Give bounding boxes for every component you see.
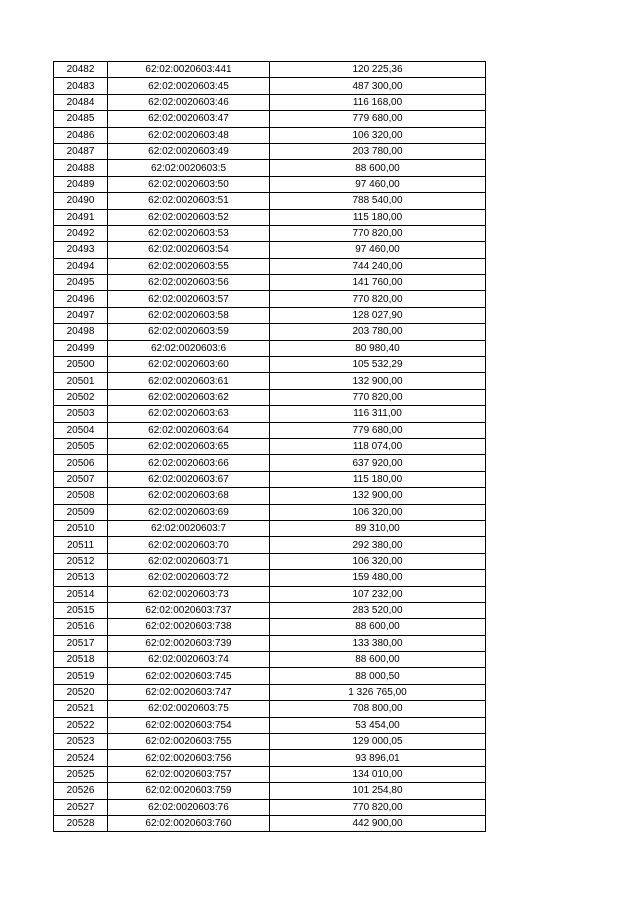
cadastral-number-cell: 62:02:0020603:74	[108, 652, 270, 668]
row-number-cell: 20497	[54, 307, 108, 323]
table-row	[54, 94, 486, 110]
table-row	[54, 389, 486, 405]
row-number-cell: 20504	[54, 422, 108, 438]
cadastral-number-cell: 62:02:0020603:45	[108, 78, 270, 94]
value-cell: 88 600,00	[270, 160, 486, 176]
value-cell: 637 920,00	[270, 455, 486, 471]
table-row	[54, 684, 486, 700]
table-row	[54, 586, 486, 602]
cadastral-number-cell: 62:02:0020603:757	[108, 766, 270, 782]
cadastral-number-cell: 62:02:0020603:59	[108, 324, 270, 340]
row-number-cell: 20500	[54, 357, 108, 373]
cadastral-number-cell: 62:02:0020603:759	[108, 783, 270, 799]
cadastral-number-cell: 62:02:0020603:754	[108, 717, 270, 733]
value-cell: 88 000,50	[270, 668, 486, 684]
cadastral-number-cell: 62:02:0020603:63	[108, 406, 270, 422]
value-cell: 779 680,00	[270, 111, 486, 127]
table-row	[54, 209, 486, 225]
table-row	[54, 225, 486, 241]
value-cell: 107 232,00	[270, 586, 486, 602]
value-cell: 132 900,00	[270, 373, 486, 389]
cadastral-number-cell: 62:02:0020603:755	[108, 734, 270, 750]
table-row	[54, 553, 486, 569]
row-number-cell: 20527	[54, 799, 108, 815]
table-row	[54, 340, 486, 356]
row-number-cell: 20489	[54, 176, 108, 192]
row-number-cell: 20495	[54, 275, 108, 291]
table-row	[54, 668, 486, 684]
value-cell: 128 027,90	[270, 307, 486, 323]
data-table	[53, 61, 486, 832]
cadastral-number-cell: 62:02:0020603:65	[108, 438, 270, 454]
value-cell: 770 820,00	[270, 291, 486, 307]
row-number-cell: 20523	[54, 734, 108, 750]
cadastral-number-cell: 62:02:0020603:756	[108, 750, 270, 766]
row-number-cell: 20511	[54, 537, 108, 553]
table-row	[54, 438, 486, 454]
table-row	[54, 717, 486, 733]
cadastral-number-cell: 62:02:0020603:61	[108, 373, 270, 389]
table-row	[54, 62, 486, 78]
cadastral-number-cell: 62:02:0020603:75	[108, 701, 270, 717]
table-row	[54, 750, 486, 766]
row-number-cell: 20490	[54, 193, 108, 209]
row-number-cell: 20487	[54, 143, 108, 159]
value-cell: 118 074,00	[270, 438, 486, 454]
cadastral-number-cell: 62:02:0020603:60	[108, 357, 270, 373]
value-cell: 770 820,00	[270, 225, 486, 241]
table-row	[54, 373, 486, 389]
cadastral-number-cell: 62:02:0020603:68	[108, 488, 270, 504]
row-number-cell: 20491	[54, 209, 108, 225]
table-row	[54, 78, 486, 94]
table-row	[54, 160, 486, 176]
value-cell: 129 000,05	[270, 734, 486, 750]
cadastral-number-cell: 62:02:0020603:72	[108, 570, 270, 586]
table-row	[54, 176, 486, 192]
table-row	[54, 799, 486, 815]
row-number-cell: 20518	[54, 652, 108, 668]
cadastral-number-cell: 62:02:0020603:747	[108, 684, 270, 700]
row-number-cell: 20494	[54, 258, 108, 274]
row-number-cell: 20515	[54, 602, 108, 618]
table-row	[54, 766, 486, 782]
table-row	[54, 324, 486, 340]
row-number-cell: 20526	[54, 783, 108, 799]
value-cell: 106 320,00	[270, 553, 486, 569]
row-number-cell: 20502	[54, 389, 108, 405]
row-number-cell: 20508	[54, 488, 108, 504]
table-row	[54, 455, 486, 471]
table-row	[54, 635, 486, 651]
table-row	[54, 291, 486, 307]
value-cell: 770 820,00	[270, 799, 486, 815]
value-cell: 744 240,00	[270, 258, 486, 274]
row-number-cell: 20482	[54, 62, 108, 78]
table-row	[54, 815, 486, 831]
row-number-cell: 20521	[54, 701, 108, 717]
row-number-cell: 20493	[54, 242, 108, 258]
cadastral-number-cell: 62:02:0020603:52	[108, 209, 270, 225]
row-number-cell: 20509	[54, 504, 108, 520]
row-number-cell: 20520	[54, 684, 108, 700]
table-row	[54, 307, 486, 323]
cadastral-number-cell: 62:02:0020603:76	[108, 799, 270, 815]
value-cell: 120 225,36	[270, 62, 486, 78]
cadastral-number-cell: 62:02:0020603:745	[108, 668, 270, 684]
row-number-cell: 20485	[54, 111, 108, 127]
value-cell: 283 520,00	[270, 602, 486, 618]
row-number-cell: 20486	[54, 127, 108, 143]
value-cell: 442 900,00	[270, 815, 486, 831]
value-cell: 106 320,00	[270, 127, 486, 143]
row-number-cell: 20528	[54, 815, 108, 831]
row-number-cell: 20512	[54, 553, 108, 569]
row-number-cell: 20514	[54, 586, 108, 602]
table-row	[54, 520, 486, 536]
cadastral-number-cell: 62:02:0020603:53	[108, 225, 270, 241]
cadastral-number-cell: 62:02:0020603:47	[108, 111, 270, 127]
cadastral-number-cell: 62:02:0020603:69	[108, 504, 270, 520]
cadastral-number-cell: 62:02:0020603:67	[108, 471, 270, 487]
cadastral-number-cell: 62:02:0020603:54	[108, 242, 270, 258]
cadastral-number-cell: 62:02:0020603:737	[108, 602, 270, 618]
cadastral-number-cell: 62:02:0020603:739	[108, 635, 270, 651]
value-cell: 105 532,29	[270, 357, 486, 373]
row-number-cell: 20519	[54, 668, 108, 684]
value-cell: 708 800,00	[270, 701, 486, 717]
value-cell: 115 180,00	[270, 471, 486, 487]
cadastral-number-cell: 62:02:0020603:51	[108, 193, 270, 209]
cadastral-number-cell: 62:02:0020603:441	[108, 62, 270, 78]
table-row	[54, 537, 486, 553]
table-row	[54, 602, 486, 618]
row-number-cell: 20507	[54, 471, 108, 487]
value-cell: 141 760,00	[270, 275, 486, 291]
row-number-cell: 20484	[54, 94, 108, 110]
row-number-cell: 20524	[54, 750, 108, 766]
table-row	[54, 619, 486, 635]
value-cell: 1 326 765,00	[270, 684, 486, 700]
value-cell: 203 780,00	[270, 324, 486, 340]
value-cell: 159 480,00	[270, 570, 486, 586]
cadastral-number-cell: 62:02:0020603:71	[108, 553, 270, 569]
row-number-cell: 20488	[54, 160, 108, 176]
value-cell: 88 600,00	[270, 619, 486, 635]
value-cell: 97 460,00	[270, 176, 486, 192]
table-row	[54, 734, 486, 750]
value-cell: 779 680,00	[270, 422, 486, 438]
table-row	[54, 471, 486, 487]
value-cell: 788 540,00	[270, 193, 486, 209]
row-number-cell: 20516	[54, 619, 108, 635]
row-number-cell: 20517	[54, 635, 108, 651]
row-number-cell: 20503	[54, 406, 108, 422]
value-cell: 134 010,00	[270, 766, 486, 782]
value-cell: 770 820,00	[270, 389, 486, 405]
value-cell: 97 460,00	[270, 242, 486, 258]
cadastral-number-cell: 62:02:0020603:738	[108, 619, 270, 635]
cadastral-number-cell: 62:02:0020603:50	[108, 176, 270, 192]
value-cell: 203 780,00	[270, 143, 486, 159]
cadastral-number-cell: 62:02:0020603:46	[108, 94, 270, 110]
table-row	[54, 570, 486, 586]
value-cell: 93 896,01	[270, 750, 486, 766]
table-row	[54, 275, 486, 291]
cadastral-number-cell: 62:02:0020603:64	[108, 422, 270, 438]
table-row	[54, 242, 486, 258]
cadastral-number-cell: 62:02:0020603:7	[108, 520, 270, 536]
table-row	[54, 701, 486, 717]
row-number-cell: 20513	[54, 570, 108, 586]
value-cell: 115 180,00	[270, 209, 486, 225]
table-row	[54, 422, 486, 438]
value-cell: 53 454,00	[270, 717, 486, 733]
table-row	[54, 783, 486, 799]
value-cell: 133 380,00	[270, 635, 486, 651]
value-cell: 106 320,00	[270, 504, 486, 520]
value-cell: 80 980,40	[270, 340, 486, 356]
cadastral-number-cell: 62:02:0020603:58	[108, 307, 270, 323]
table-row	[54, 652, 486, 668]
cadastral-number-cell: 62:02:0020603:56	[108, 275, 270, 291]
row-number-cell: 20483	[54, 78, 108, 94]
row-number-cell: 20492	[54, 225, 108, 241]
table-row	[54, 193, 486, 209]
row-number-cell: 20501	[54, 373, 108, 389]
row-number-cell: 20505	[54, 438, 108, 454]
table-row	[54, 488, 486, 504]
cadastral-number-cell: 62:02:0020603:5	[108, 160, 270, 176]
value-cell: 88 600,00	[270, 652, 486, 668]
cadastral-number-cell: 62:02:0020603:55	[108, 258, 270, 274]
value-cell: 292 380,00	[270, 537, 486, 553]
value-cell: 132 900,00	[270, 488, 486, 504]
cadastral-number-cell: 62:02:0020603:48	[108, 127, 270, 143]
cadastral-number-cell: 62:02:0020603:49	[108, 143, 270, 159]
table-row	[54, 111, 486, 127]
row-number-cell: 20522	[54, 717, 108, 733]
table-row	[54, 143, 486, 159]
value-cell: 116 168,00	[270, 94, 486, 110]
value-cell: 101 254,80	[270, 783, 486, 799]
value-cell: 487 300,00	[270, 78, 486, 94]
value-cell: 116 311,00	[270, 406, 486, 422]
cadastral-number-cell: 62:02:0020603:57	[108, 291, 270, 307]
row-number-cell: 20498	[54, 324, 108, 340]
value-cell: 89 310,00	[270, 520, 486, 536]
table-row	[54, 127, 486, 143]
cadastral-number-cell: 62:02:0020603:70	[108, 537, 270, 553]
row-number-cell: 20496	[54, 291, 108, 307]
row-number-cell: 20506	[54, 455, 108, 471]
cadastral-number-cell: 62:02:0020603:62	[108, 389, 270, 405]
cadastral-number-cell: 62:02:0020603:760	[108, 815, 270, 831]
cadastral-number-cell: 62:02:0020603:66	[108, 455, 270, 471]
table-body	[54, 62, 486, 832]
table-row	[54, 258, 486, 274]
row-number-cell: 20499	[54, 340, 108, 356]
row-number-cell: 20525	[54, 766, 108, 782]
table-row	[54, 504, 486, 520]
row-number-cell: 20510	[54, 520, 108, 536]
cadastral-number-cell: 62:02:0020603:6	[108, 340, 270, 356]
table-row	[54, 357, 486, 373]
table-row	[54, 406, 486, 422]
cadastral-number-cell: 62:02:0020603:73	[108, 586, 270, 602]
